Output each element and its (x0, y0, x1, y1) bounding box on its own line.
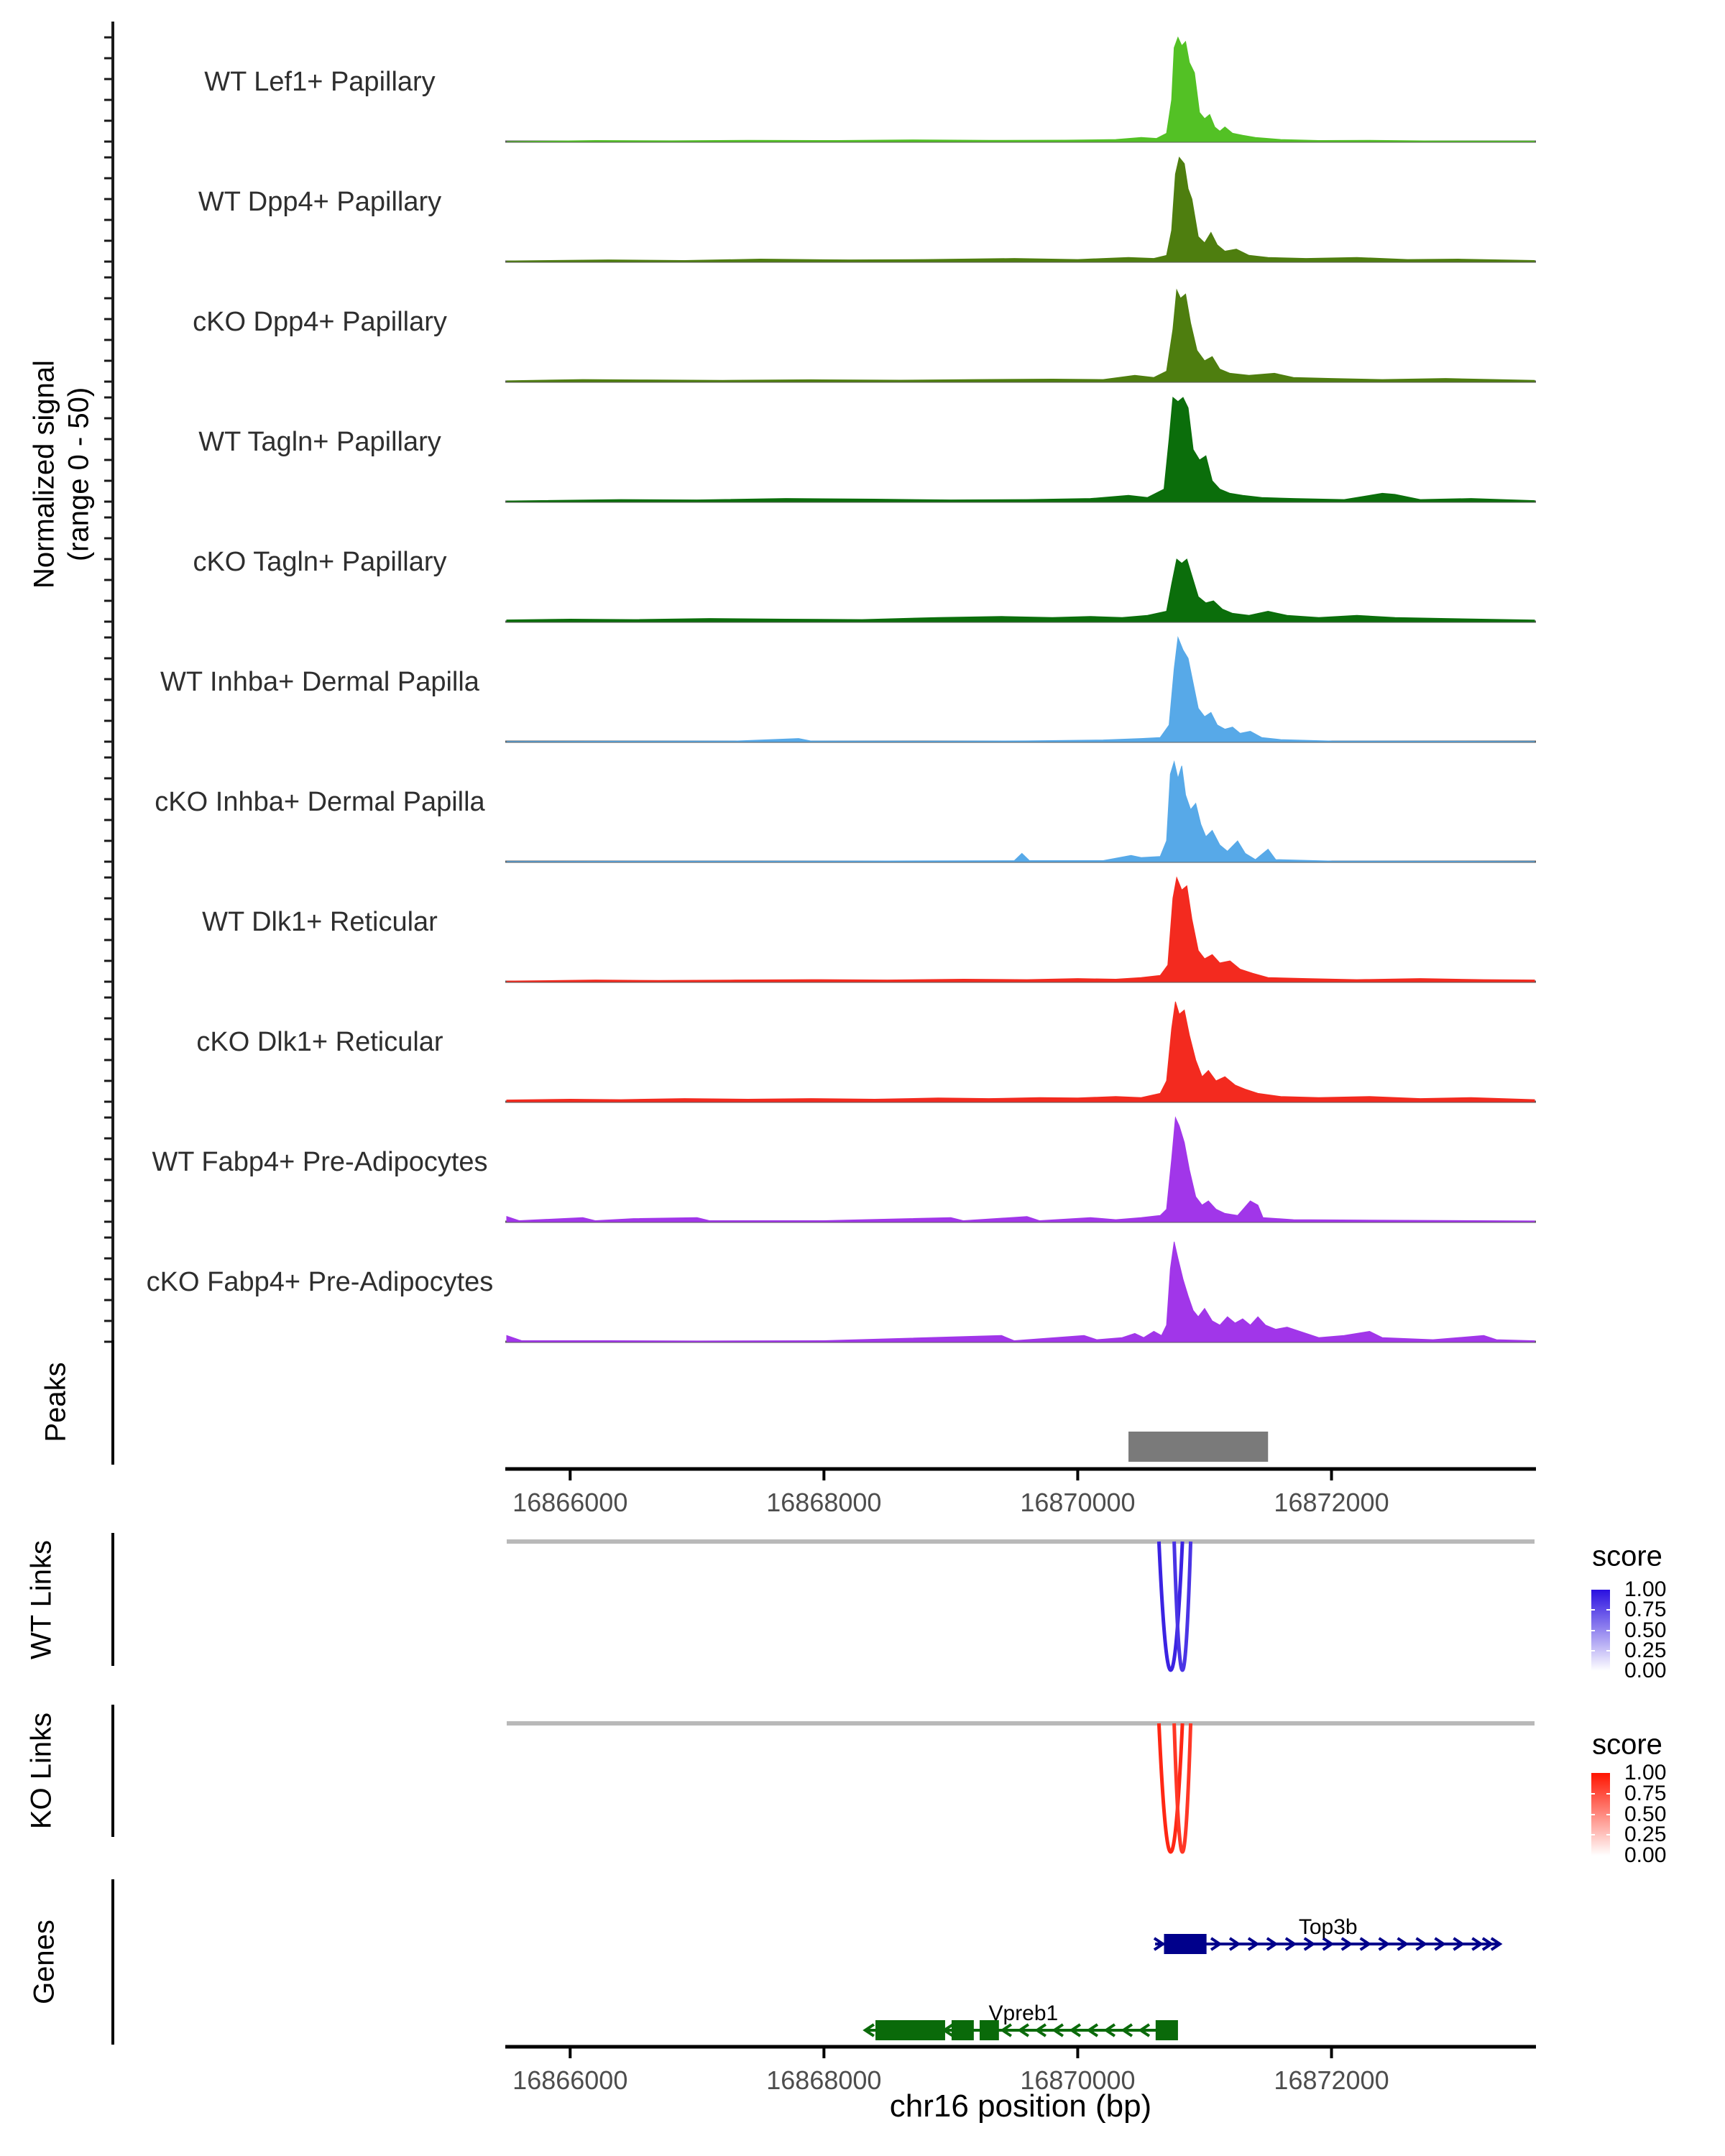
signal-track-area (507, 37, 1535, 142)
section-label-ko-links: KO Links (25, 1712, 58, 1830)
y-axis-label-line2: (range 0 - 50) (63, 387, 95, 562)
signal-track-label: WT Tagln+ Papillary (198, 427, 441, 457)
signal-track-label: WT Inhba+ Dermal Papilla (160, 667, 479, 697)
score-legend-bar-tick (1591, 1609, 1595, 1611)
links-top-line (507, 1539, 1535, 1544)
x-tick-label: 16872000 (1274, 2065, 1389, 2095)
signal-track-label: WT Fabp4+ Pre-Adipocytes (152, 1147, 488, 1177)
score-legend-bar-tick (1591, 1814, 1595, 1815)
signal-track-area (507, 559, 1535, 622)
signal-track-label: WT Dlk1+ Reticular (202, 907, 438, 937)
y-axis-label-line1: Normalized signal (28, 360, 60, 589)
signal-track-area (507, 1242, 1535, 1342)
peak-interval-bar (1128, 1432, 1268, 1462)
signal-track-label: WT Lef1+ Papillary (204, 67, 436, 97)
wt-links-legend-title: score (1592, 1540, 1662, 1572)
signal-track-label: cKO Dpp4+ Papillary (193, 307, 447, 337)
score-legend-tick-label: 0.25 (1624, 1638, 1667, 1662)
x-axis-tick (569, 2048, 571, 2058)
score-legend-tick-label: 1.00 (1624, 1577, 1667, 1601)
signal-track-label: cKO Fabp4+ Pre-Adipocytes (146, 1267, 494, 1297)
signal-track-area (507, 157, 1535, 262)
gene-name-label: Top3b (1298, 1915, 1358, 1939)
score-legend-gradient-bar (1591, 1590, 1610, 1671)
score-legend-bar-tick (1591, 1630, 1595, 1631)
gene-exon-box (1164, 1934, 1206, 1954)
x-axis-tick (1330, 2048, 1333, 2058)
gene-exon-box (875, 2020, 945, 2040)
signal-track-area (507, 290, 1535, 382)
score-legend-bar-tick (1606, 1793, 1610, 1795)
score-legend-bar-tick (1606, 1609, 1610, 1611)
links-bracket-line (111, 1533, 114, 1666)
x-tick-label: 16866000 (512, 2065, 628, 2095)
ko-links-legend-title: score (1592, 1728, 1662, 1761)
links-top-line (507, 1721, 1535, 1726)
x-axis-title: chr16 position (bp) (889, 2088, 1152, 2124)
gene-exon-box (952, 2020, 974, 2040)
x-axis-line (505, 2045, 1536, 2049)
signal-track-area (507, 637, 1535, 742)
x-axis-line (505, 1468, 1536, 1471)
x-tick-label: 16870000 (1020, 2065, 1136, 2095)
section-label-genes: Genes (28, 1920, 60, 2004)
signal-track-area (507, 877, 1535, 982)
x-tick-label: 16866000 (512, 1488, 628, 1517)
signal-track-area (507, 1002, 1535, 1102)
signal-track-area (507, 1118, 1535, 1222)
x-tick-label: 16872000 (1274, 1488, 1389, 1517)
x-tick-label: 16870000 (1020, 1488, 1136, 1517)
x-axis-tick (822, 2048, 825, 2058)
gene-name-label: Vpreb1 (988, 2001, 1059, 2025)
score-legend-tick-label: 0.50 (1624, 1802, 1667, 1826)
section-label-peaks: Peaks (40, 1362, 72, 1442)
signal-track-area (507, 762, 1535, 862)
score-legend-bar-tick (1591, 1834, 1595, 1835)
score-legend-tick-label: 0.00 (1624, 1659, 1667, 1682)
x-axis-tick (1330, 1470, 1333, 1480)
score-legend-gradient-bar (1591, 1773, 1610, 1856)
score-legend-bar-tick (1606, 1814, 1610, 1815)
score-legend-bar-tick (1606, 1834, 1610, 1835)
signal-track-label: cKO Dlk1+ Reticular (196, 1027, 443, 1057)
section-label-wt-links: WT Links (25, 1540, 58, 1659)
signal-track-label: cKO Tagln+ Papillary (193, 547, 447, 577)
score-legend-bar-tick (1606, 1630, 1610, 1631)
peaks-bracket-line (111, 1340, 114, 1465)
score-legend-bar-tick (1606, 1650, 1610, 1651)
gene-exon-box (1156, 2020, 1178, 2040)
x-tick-label: 16868000 (766, 1488, 882, 1517)
x-tick-label: 16868000 (766, 2065, 882, 2095)
links-bracket-line (111, 1705, 114, 1837)
score-legend-tick-label: 0.00 (1624, 1843, 1667, 1867)
score-legend-tick-label: 0.50 (1624, 1618, 1667, 1642)
signal-track-label: WT Dpp4+ Papillary (198, 187, 442, 217)
score-legend-tick-label: 0.75 (1624, 1598, 1667, 1622)
score-legend-tick-label: 0.25 (1624, 1823, 1667, 1847)
x-axis-tick (1076, 2048, 1079, 2058)
score-legend-tick-label: 0.75 (1624, 1781, 1667, 1805)
x-axis-tick (822, 1470, 825, 1480)
signal-track-area (507, 397, 1535, 502)
signal-track-label: cKO Inhba+ Dermal Papilla (155, 787, 485, 817)
gene-body-line (1155, 1943, 1499, 1945)
x-axis-tick (569, 1470, 571, 1480)
x-axis-tick (1076, 1470, 1079, 1480)
score-legend-bar-tick (1591, 1793, 1595, 1795)
score-legend-bar-tick (1591, 1650, 1595, 1651)
genes-bracket-line (111, 1879, 114, 2045)
score-legend-tick-label: 1.00 (1624, 1761, 1667, 1784)
